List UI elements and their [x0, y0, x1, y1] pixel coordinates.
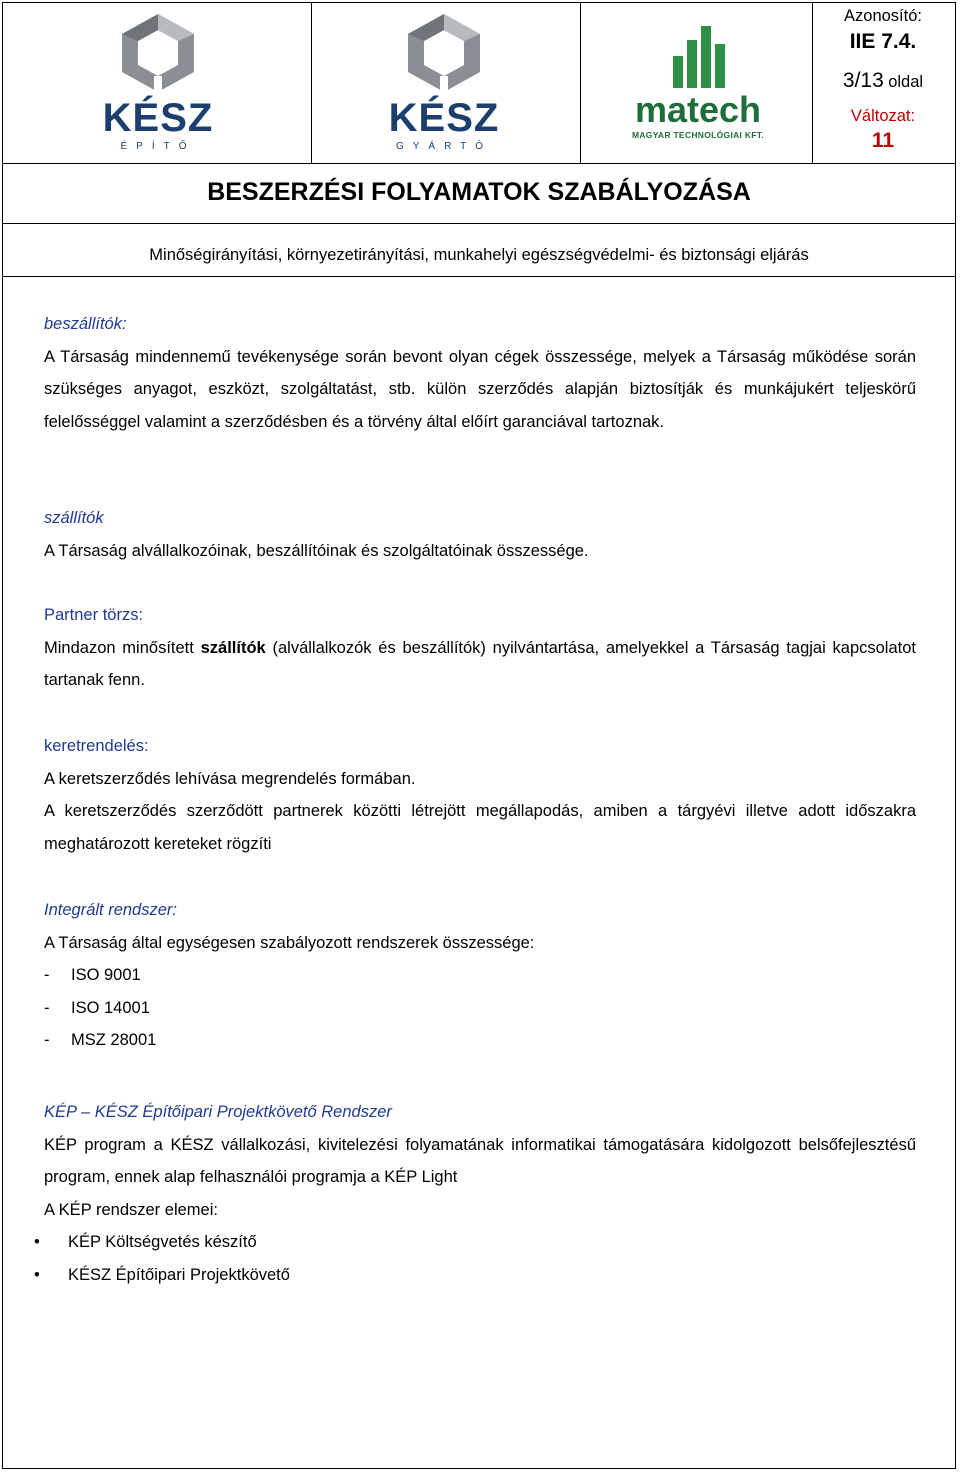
document-id-label: Azonosító:: [844, 7, 922, 25]
version-label: Változat:: [850, 107, 916, 125]
bullet-icon: •: [34, 1266, 40, 1284]
list-item-text: ISO 9001: [71, 966, 141, 984]
text-partner: [44, 632, 916, 697]
list-item: [0, 1226, 916, 1259]
matech-building-icon: [663, 22, 733, 88]
term-keretrendeles: keretrendelés:: [44, 737, 149, 755]
list-item: [0, 1259, 916, 1292]
term-beszallitok: beszállítók:: [44, 315, 127, 333]
list-item-text: MSZ 28001: [71, 1031, 157, 1049]
kesz-cube-icon: [404, 12, 484, 94]
list-item: - ISO 14001: [44, 992, 916, 1025]
text-partner-after: (alvállalkozók és beszállítók) nyilvántartása, amelyekkel a Társaság tagjai kapcsolatot tartanak fenn.: [44, 638, 916, 689]
term-kep: KÉP – KÉSZ Építőipari Projektkövető Rendszer: [44, 1103, 392, 1121]
page-number: 3/13: [842, 69, 884, 92]
header-divider-3: [2, 276, 956, 277]
definition-partner: [44, 599, 916, 697]
page-unit: oldal: [888, 73, 924, 91]
definition-keretrendeles: [44, 730, 916, 860]
definition-szallitok: [44, 502, 916, 567]
kesz-gyarto-logo: [346, 12, 542, 167]
text-beszallitok: A Társaság mindennemű tevékenysége során bevont olyan cégek összessége, melyek a Társaság működése során szükséges anyagot, eszközt, szolgáltatást, stb. külön szerződés alapján biztosítják és munkájukért teljeskörű felelősséggel valamint a szerződésben és a törvény által előírt garanciával tartoznak.: [44, 347, 916, 431]
text-partner-before: Mindazon minősített: [44, 638, 194, 657]
term-integralt: Integrált rendszer:: [44, 901, 177, 919]
definition-kep: [34, 1096, 916, 1292]
kesz-cube-icon: [118, 12, 198, 94]
list-item-text: KÉP Költségvetés készítő: [68, 1233, 257, 1251]
kesz-epito-logo: [60, 12, 256, 167]
text-integralt: A Társaság által egységesen szabályozott rendszerek összessége:: [44, 933, 535, 952]
text-kep: KÉP program a KÉSZ vállalkozási, kivitelezési folyamatának informatikai támogatására kidolgozott belsőfejlesztésű program, ennek alap felhasználói programja a KÉP Light: [44, 1135, 916, 1186]
list-item-text: KÉSZ Építőipari Projektkövető: [68, 1266, 290, 1284]
term-szallitok: szállítók: [44, 509, 104, 527]
page-indicator: [812, 69, 954, 93]
list-item-text: ISO 14001: [71, 998, 150, 1017]
header-divider-2: [2, 223, 956, 224]
text-partner-bold: szállítók: [200, 638, 266, 657]
document-subtitle: Minőségirányítási, környezetirányítási, munkahelyi egészségvédelmi- és biztonsági eljárás: [149, 246, 809, 264]
term-partner: Partner törzs:: [44, 606, 144, 624]
kesz-epito-logo-subtitle: ÉPÍTŐ: [120, 141, 196, 152]
list-item: - MSZ 28001: [44, 1024, 916, 1057]
kesz-gyarto-logo-text: KÉSZ: [388, 96, 500, 140]
logo-divider-1: [311, 2, 312, 163]
list-item: - ISO 9001: [44, 959, 916, 992]
definition-beszallitok: [44, 308, 916, 438]
document-id-value: IIE 7.4.: [849, 30, 917, 53]
kesz-gyarto-logo-subtitle: GYÁRTÓ: [395, 141, 493, 152]
document-title: BESZERZÉSI FOLYAMATOK SZABÁLYOZÁSA: [207, 178, 751, 206]
kesz-epito-logo-text: KÉSZ: [102, 96, 214, 140]
definition-integralt: [44, 894, 916, 1057]
bullet-icon: •: [34, 1233, 40, 1251]
text-keretrendeles-1: A keretszerződés lehívása megrendelés formában.: [44, 769, 416, 788]
text-kep-elements: A KÉP rendszer elemei:: [44, 1200, 218, 1219]
matech-logo: [600, 22, 796, 177]
text-szallitok: A Társaság alvállalkozóinak, beszállítóinak és szolgáltatóinak összessége.: [44, 541, 589, 560]
text-keretrendeles-2: A keretszerződés szerződött partnerek közötti létrejött megállapodás, amiben a tárgyévi illetve adott időszakra meghatározott kereteket rögzíti: [44, 802, 916, 853]
matech-logo-subtitle: MAGYAR TECHNOLÓGIAI KFT.: [631, 130, 765, 140]
matech-logo-text: matech: [634, 89, 762, 130]
logo-divider-2: [580, 2, 581, 163]
version-value: 11: [871, 129, 895, 152]
